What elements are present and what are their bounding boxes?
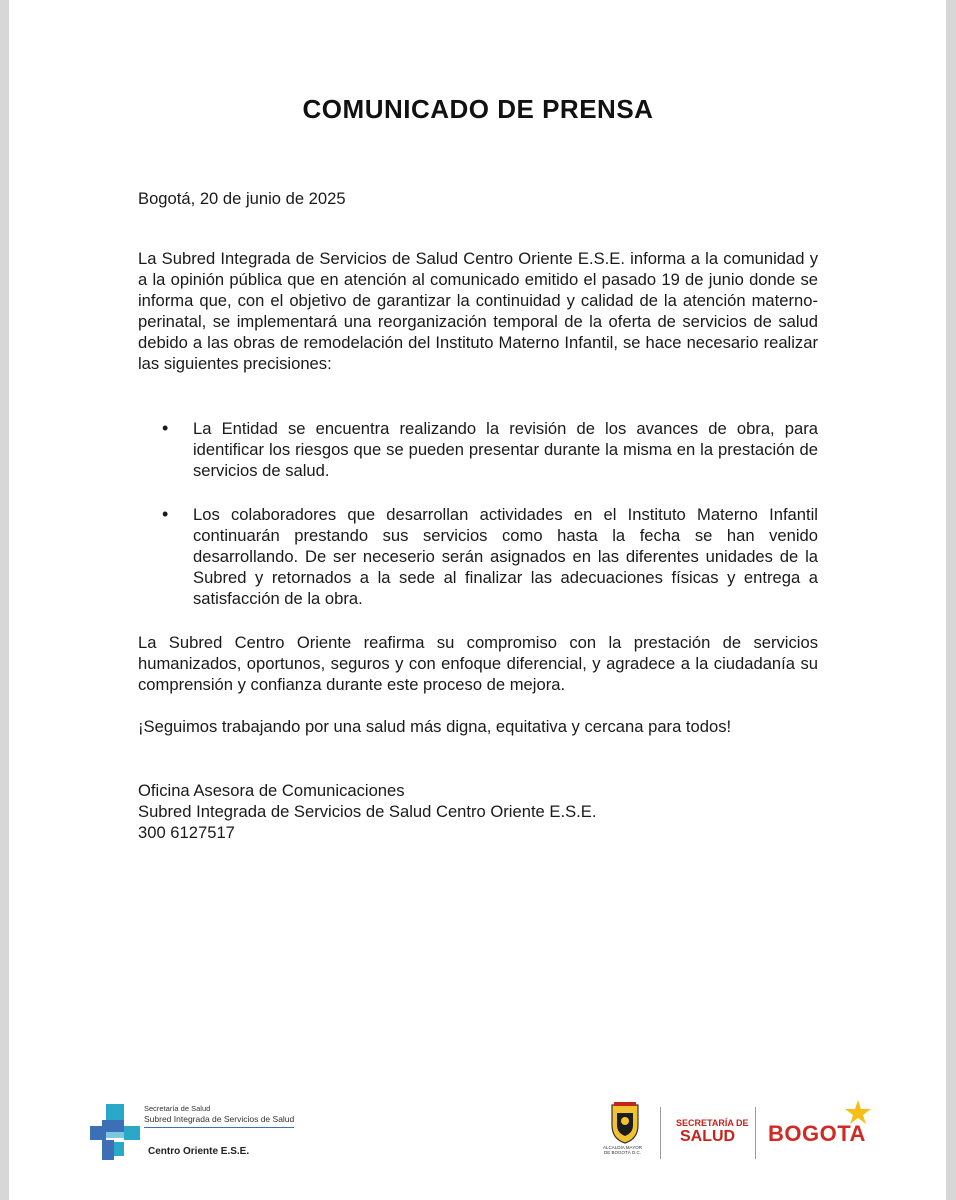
- subred-cross-icon: [88, 1104, 142, 1162]
- bullet-text: La Entidad se encuentra realizando la revisión de los avances de obra, para identificar los riesgos que se pueden presentar durante la misma en la prestación de servicios de salud.: [193, 419, 818, 480]
- commitment-paragraph: La Subred Centro Oriente reafirma su compromiso con la prestación de servicios humanizados, oportunos, seguros y con enfoque diferencial, y agradece a la ciudadanía su comprensión y confianza durante este proceso de mejora.: [138, 633, 818, 694]
- bullet-text: Los colaboradores que desarrollan actividades en el Instituto Materno Infantil continuarán prestando sus servicios como hasta la fecha se han venido desarrollando. De ser neceserio serán asignados en las diferentes unidades de la Subred y retornados a la sede al finalizar las adecuaciones físicas y entrega a satisfacción de la obra.: [193, 505, 818, 608]
- coat-of-arms-icon: [608, 1101, 642, 1145]
- signature-phone: 300 6127517: [138, 823, 235, 842]
- closing-line: ¡Seguimos trabajando por una salud más digna, equitativa y cercana para todos!: [138, 717, 732, 736]
- signature-entity: Subred Integrada de Servicios de Salud Centro Oriente E.S.E.: [138, 802, 597, 821]
- bullet-icon: •: [162, 418, 169, 438]
- star-icon: [844, 1099, 872, 1125]
- subred-logo-line3: Centro Oriente E.S.E.: [148, 1146, 250, 1157]
- secretaria-label-top: SECRETARÍA DE: [676, 1118, 749, 1128]
- page-title: COMUNICADO DE PRENSA: [302, 94, 654, 124]
- page-edge-right: [946, 0, 956, 1200]
- subred-logo-line1: Secretaría de Salud: [144, 1104, 211, 1113]
- logo-divider-2: [755, 1107, 756, 1159]
- subred-logo-line2: Subred Integrada de Servicios de Salud: [144, 1114, 295, 1124]
- subred-logo-divider: [144, 1127, 294, 1128]
- logo-divider-1: [660, 1107, 661, 1159]
- signature-office: Oficina Asesora de Comunicaciones: [138, 781, 405, 800]
- subred-logo: [88, 1102, 308, 1164]
- alcaldia-label: ALCALDÍA MAYOR DE BOGOTÁ D.C.: [603, 1145, 642, 1155]
- intro-paragraph: La Subred Integrada de Servicios de Salud Centro Oriente E.S.E. informa a la comunidad y a la opinión pública que en atención al comunicado emitido el pasado 19 de junio donde se informa que, con el objetivo de garantizar la continuidad y calidad de la atención materno-perinatal, se implementará una reorganización temporal de la oferta de servicios de salud debido a las obras de remodelación del Instituto Materno Infantil, se hace necesario realizar las siguientes precisiones:: [138, 249, 818, 373]
- secretaria-label-bottom: SALUD: [680, 1128, 736, 1145]
- bogota-wordmark: BOGOTA: [768, 1121, 866, 1146]
- date-line: Bogotá, 20 de junio de 2025: [138, 189, 346, 208]
- bogota-logos: [600, 1095, 880, 1165]
- page-edge-left: [0, 0, 9, 1200]
- bullet-icon: •: [162, 504, 169, 524]
